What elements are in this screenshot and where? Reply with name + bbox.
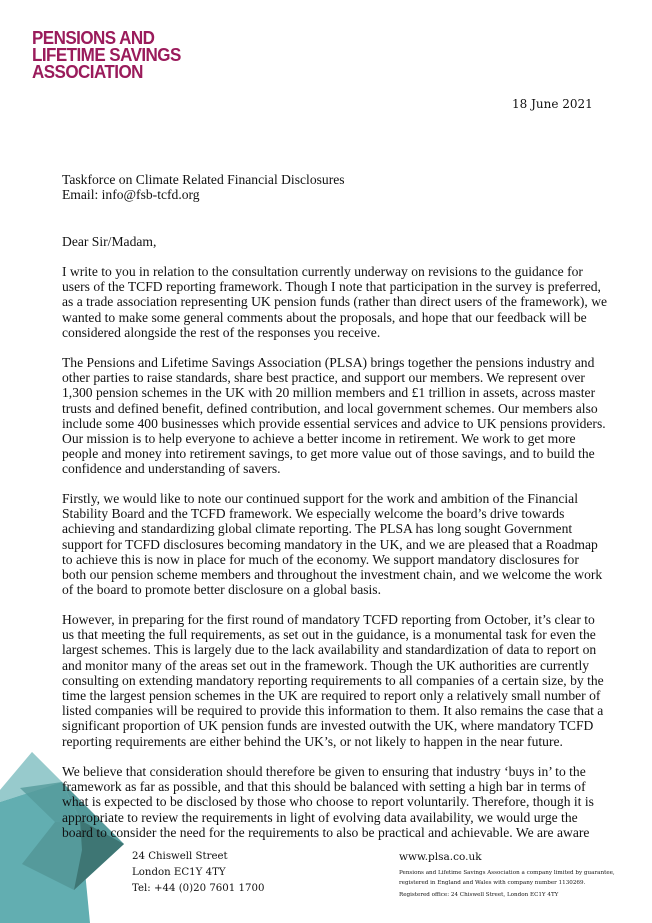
paragraph-3 xyxy=(62,491,602,613)
paragraph-line: wanted to make some general comments about the proposals, and hope that our feedback will be xyxy=(62,309,587,325)
paragraph-line: support for TCFD disclosures becoming mandatory in the UK, and we are pleased that a Roadmap xyxy=(62,536,598,552)
recipient-block xyxy=(62,172,345,202)
footer-address xyxy=(132,849,264,897)
paragraph-line: us that meeting the full requirements, as set out in the guidance, is a monumental task for even the xyxy=(62,627,596,643)
paragraph-5 xyxy=(62,764,594,840)
paragraph-line: consulting on extending mandatory reporting requirements to all companies of a certain size, by the xyxy=(62,672,604,688)
paragraph-line: Our mission is to help everyone to achieve a better income in retirement. We work to get more xyxy=(62,430,576,446)
paragraph-line: what is expected to be disclosed by those who choose to report voluntarily. Therefore, though it is xyxy=(62,794,594,810)
paragraph-1 xyxy=(62,264,607,340)
address-street: 24 Chiswell Street xyxy=(132,851,228,862)
paragraph-line: reporting requirements are either behind the UK’s, or not likely to happen in the near future. xyxy=(62,733,563,749)
paragraph-line: time the largest pension schemes in the UK are required to report only a relatively small number of xyxy=(62,687,601,703)
paragraph-line: and monitor many of the areas set out in the framework. Though the UK authorities are currently xyxy=(62,657,590,673)
company-info-line: registered in England and Wales with company number 1130269. xyxy=(399,879,586,886)
website-link[interactable]: www.plsa.co.uk xyxy=(399,851,482,863)
logo-line: PENSIONS AND xyxy=(32,27,155,48)
paragraph-line xyxy=(62,597,602,612)
paragraph-line: framework as far as possible, and that this should be balanced with setting a high bar in terms of xyxy=(62,779,586,795)
paragraph-line: as a trade association representing UK pension funds (rather than direct users of the framework), we xyxy=(62,294,608,310)
paragraph-line: include some 400 businesses which provide essential services and advice to UK pensions providers. xyxy=(62,415,606,431)
paragraph-line: I write to you in relation to the consultation currently underway on revisions to the guidance for xyxy=(62,264,583,279)
paragraph-line: both our pension scheme members and throughout the investment chain, and we welcome the work xyxy=(62,566,603,582)
address-city: London EC1Y 4TY xyxy=(132,867,226,878)
logo-line: LIFETIME SAVINGS xyxy=(32,44,181,65)
paragraph-line: Stability Board and the TCFD framework. We especially welcome the board’s drive towards xyxy=(62,506,565,522)
paragraph-line: to achieve this is now in place for much of the economy. We support mandatory disclosures for xyxy=(62,551,579,567)
paragraph-line: people and money into retirement savings, to get more value out of those savings, and to build the xyxy=(62,446,595,462)
company-info-line: Pensions and Lifetime Savings Association a company limited by guarantee, xyxy=(399,870,615,876)
paragraph-2 xyxy=(62,355,606,477)
paragraph-line: However, in preparing for the first round of mandatory TCFD reporting from October, it’s clear to xyxy=(62,612,595,627)
paragraph-line: trusts and defined benefit, defined contribution, and local government schemes. Our members also xyxy=(62,400,598,416)
paragraph-line: considered alongside the rest of the responses you receive. xyxy=(62,324,381,340)
logo-line: ASSOCIATION xyxy=(32,61,143,82)
paragraph-line: confidence and understanding of savers. xyxy=(62,461,281,477)
paragraph-line: users of the TCFD reporting framework. Though I note that participation in the survey is preferred, xyxy=(62,279,601,295)
paragraph-line: of the board to promote better disclosure on a global basis. xyxy=(62,582,381,598)
address-phone: Tel: +44 (0)20 7601 1700 xyxy=(132,883,265,894)
paragraph-line: significant proportion of UK pension funds are invested outwith the UK, where mandatory TCFD xyxy=(62,718,594,734)
paragraph-line: appropriate to review the requirements in light of evolving data availability, we would urge the xyxy=(62,809,578,825)
paragraph-line: other parties to raise standards, share best practice, and support our members. We represent over xyxy=(62,370,585,386)
recipient-name: Taskforce on Climate Related Financial Disclosures xyxy=(62,172,345,187)
paragraph-line: We believe that consideration should therefore be given to ensuring that industry ‘buys in’ to the xyxy=(62,764,586,779)
recipient-email: Email: info@fsb-tcfd.org xyxy=(62,187,200,203)
footer-company-info xyxy=(399,849,615,898)
letter-date: 18 June 2021 xyxy=(512,97,593,111)
paragraph-line: largest schemes. This is largely due to the lack availability and standardization of data to report on xyxy=(62,642,597,658)
paragraph-line: The Pensions and Lifetime Savings Association (PLSA) brings together the pensions industry and xyxy=(62,355,595,370)
paragraph-line: Firstly, we would like to note our continued support for the work and ambition of the Financial xyxy=(62,491,578,506)
paragraph-line: 1,300 pension schemes in the UK with 20 million members and £1 trillion in assets, across master xyxy=(62,385,596,401)
paragraph-4 xyxy=(62,612,604,749)
paragraph-line: listed companies will be required to provide this information to them. It also remains the case that a xyxy=(62,703,604,719)
paragraph-line: board to consider the need for the requirements to also be practical and achievable. We are aware xyxy=(62,824,590,840)
paragraph-line: achieving and standardizing global climate reporting. The PLSA has long sought Government xyxy=(62,521,573,537)
registered-office: Registered office: 24 Chiswell Street, London EC1Y 4TY xyxy=(399,892,559,898)
salutation: Dear Sir/Madam, xyxy=(62,234,157,249)
plsa-logo xyxy=(32,29,181,80)
